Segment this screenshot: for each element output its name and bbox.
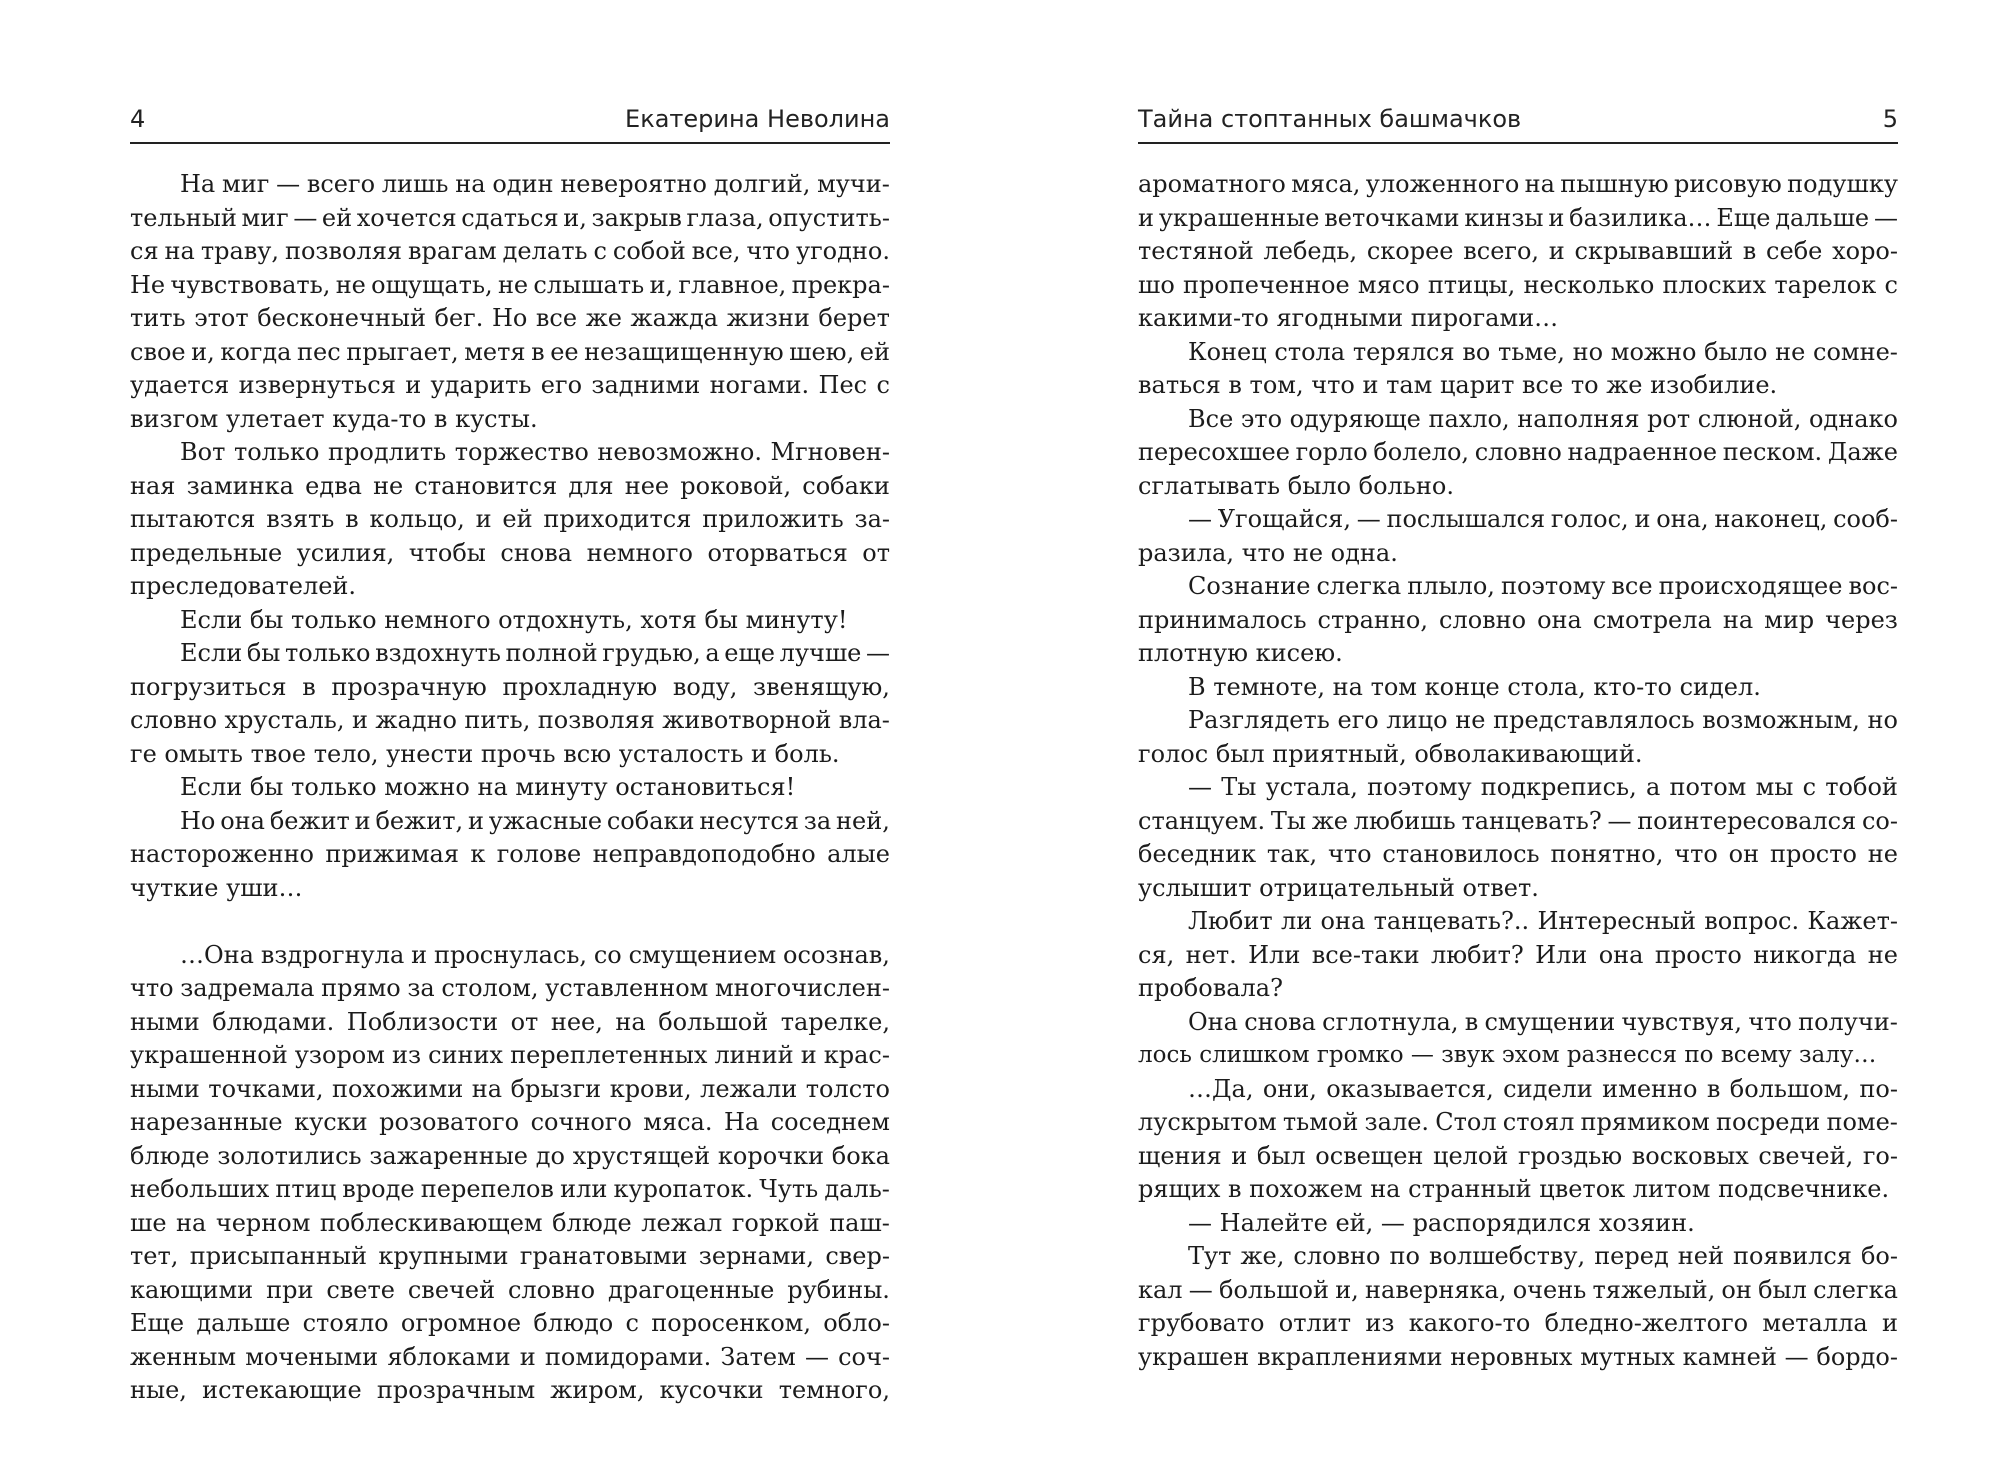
right-page [1138, 0, 1898, 1466]
text-line: Тут же, словно по волшебству, перед ней появился бо- [1188, 1242, 1898, 1270]
text-line: ароматного мяса, уложенного на пышную рисовую подушку [1138, 170, 1898, 198]
text-line: Если бы только можно на минуту остановиться! [180, 773, 796, 801]
text-line: тет, присыпанный крупными гранатовыми зернами, свер- [130, 1242, 890, 1270]
text-line: Она снова сглотнула, в смущении чувствуя, что получи- [1188, 1007, 1898, 1036]
book-title: Тайна стоптанных башмачков [1138, 105, 1522, 133]
text-line: станцуем. Ты же любишь танцевать? — поинтересовался со- [1138, 806, 1898, 835]
text-line: кал — большой и, наверняка, очень тяжелый, он был слегка [1138, 1275, 1898, 1304]
text-line: …Она вздрогнула и проснулась, со смущением осознав, [180, 940, 890, 969]
text-line: Не чувствовать, не ощущать, не слышать и, главное, прекра- [130, 270, 890, 299]
text-line: предельные усилия, чтобы снова немного оторваться от [130, 538, 890, 567]
text-line: украшенной узором из синих переплетенных линий и крас- [130, 1041, 890, 1069]
text-line: словно хрусталь, и жадно пить, позволяя животворной вла- [130, 706, 890, 734]
text-line: удается извернуться и ударить его задними ногами. Пес с [130, 371, 890, 399]
text-line: На миг — всего лишь на один невероятно долгий, мучи- [180, 170, 890, 198]
text-line: Если бы только немного отдохнуть, хотя бы минуту! [180, 605, 848, 634]
text-line: какими-то ягодными пирогами… [1138, 304, 1559, 332]
text-line: Еще дальше стояло огромное блюдо с поросенком, обло- [130, 1309, 890, 1337]
text-line: небольших птиц вроде перепелов или куропаток. Чуть даль- [130, 1175, 890, 1203]
text-line: услышит отрицательный ответ. [1138, 873, 1539, 902]
text-line: Но она бежит и бежит, и ужасные собаки несутся за ней, [180, 806, 890, 835]
text-line: тить этот бесконечный бег. Но все же жажда жизни берет [130, 304, 890, 332]
text-line: Вот только продлить торжество невозможно. Мгновен- [180, 438, 890, 466]
page-number: 5 [1882, 105, 1898, 133]
text-line: украшен вкраплениями неровных мутных камней — бордо- [1138, 1342, 1898, 1371]
text-line: визгом улетает куда-то в кусты. [130, 404, 538, 433]
text-line: пытаются взять в кольцо, и ей приходится приложить за- [130, 505, 890, 533]
text-line: нарезанные куски розоватого сочного мяса. На соседнем [130, 1108, 890, 1136]
text-line: ге омыть твое тело, унести прочь всю усталость и боль. [130, 739, 840, 768]
text-line: ная заминка едва не становится для нее роковой, собаки [130, 471, 890, 500]
text-line: шо пропеченное мясо птицы, несколько плоских тарелок с [1138, 270, 1898, 299]
text-line: ся на траву, позволяя врагам делать с собой все, что угодно. [130, 237, 890, 265]
text-line: чуткие уши… [130, 873, 303, 902]
text-line: Если бы только вздохнуть полной грудью, а еще лучше — [180, 639, 890, 667]
text-line: ваться в том, что и там царит все то же изобилие. [1138, 371, 1778, 399]
text-line: Разглядеть его лицо не представлялось возможным, но [1188, 706, 1898, 734]
text-line: плотную кисею. [1138, 639, 1343, 667]
author-name: Екатерина Неволина [625, 105, 890, 133]
left-page [130, 0, 890, 1466]
text-line: блюде золотились зажаренные до хрустящей корочки бока [130, 1141, 890, 1170]
text-line: тестяной лебедь, скорее всего, и скрывавший в себе хоро- [1138, 237, 1898, 265]
text-line: рящих в похожем на странный цветок литом подсвечнике. [1138, 1175, 1890, 1203]
page-number: 4 [130, 105, 146, 133]
text-line: ными блюдами. Поблизости от нее, на большой тарелке, [130, 1007, 890, 1036]
text-line: разила, что не одна. [1138, 538, 1398, 567]
text-line: ными точками, похожими на брызги крови, лежали толсто [130, 1074, 890, 1103]
running-head [130, 96, 890, 144]
text-line: Любит ли она танцевать?.. Интересный вопрос. Кажет- [1188, 907, 1898, 935]
left-body-text [130, 168, 890, 1408]
text-line: беседник так, что становилось понятно, что он просто не [1138, 840, 1898, 868]
right-body-text [1138, 168, 1898, 1374]
text-line: кающими при свете свечей словно драгоценные рубины. [130, 1275, 890, 1304]
text-line: женным мочеными яблоками и помидорами. Затем — соч- [130, 1342, 890, 1371]
text-line: ше на черном поблескивающем блюде лежал горкой паш- [130, 1208, 890, 1237]
running-head [1138, 96, 1898, 144]
text-line: настороженно прижимая к голове неправдоподобно алые [130, 840, 890, 868]
text-line: что задремала прямо за столом, уставленном многочислен- [130, 974, 890, 1002]
text-line: Сознание слегка плыло, поэтому все происходящее вос- [1188, 572, 1898, 600]
text-line: преследователей. [130, 572, 357, 600]
text-line: тельный миг — ей хочется сдаться и, закрыв глаза, опустить- [130, 203, 890, 232]
text-line: сглатывать было больно. [1138, 471, 1454, 500]
text-line: свое и, когда пес прыгает, метя в ее незащищенную шею, ей [130, 337, 890, 366]
text-line: …Да, они, оказывается, сидели именно в большом, по- [1188, 1074, 1898, 1103]
text-line: Конец стола терялся во тьме, но можно было не сомне- [1188, 337, 1898, 366]
text-line: В темноте, на том конце стола, кто-то сидел. [1188, 672, 1761, 701]
text-line: щения и был освещен целой гроздью восковых свечей, го- [1138, 1141, 1898, 1170]
text-line: пересохшее горло болело, словно надраенное песком. Даже [1138, 438, 1898, 466]
text-line: — Налейте ей, — распорядился хозяин. [1188, 1208, 1695, 1237]
text-line: принималось странно, словно она смотрела на мир через [1138, 605, 1898, 634]
text-line: лускрытом тьмой зале. Стол стоял прямиком посреди поме- [1138, 1108, 1898, 1136]
text-line: — Ты устала, поэтому подкрепись, а потом мы с тобой [1188, 773, 1898, 801]
text-line: лось слишком громко — звук эхом разнесся по всему залу… [1138, 1042, 1877, 1068]
text-line: ные, истекающие прозрачным жиром, кусочки темного, [130, 1376, 890, 1404]
text-line: и украшенные веточками кинзы и базилика… Еще дальше — [1138, 203, 1898, 232]
text-line: Все это одуряюще пахло, наполняя рот слюной, однако [1188, 404, 1898, 433]
text-line: пробовала? [1138, 974, 1283, 1002]
text-line: голос был приятный, обволакивающий. [1138, 739, 1643, 768]
text-line: грубовато отлит из какого-то бледно-желтого металла и [1138, 1309, 1898, 1337]
text-line: ся, нет. Или все-таки любит? Или она просто никогда не [1138, 940, 1898, 969]
text-line: — Угощайся, — послышался голос, и она, наконец, сооб- [1188, 505, 1898, 533]
blank-line [130, 905, 890, 939]
text-line: погрузиться в прозрачную прохладную воду, звенящую, [130, 672, 890, 701]
